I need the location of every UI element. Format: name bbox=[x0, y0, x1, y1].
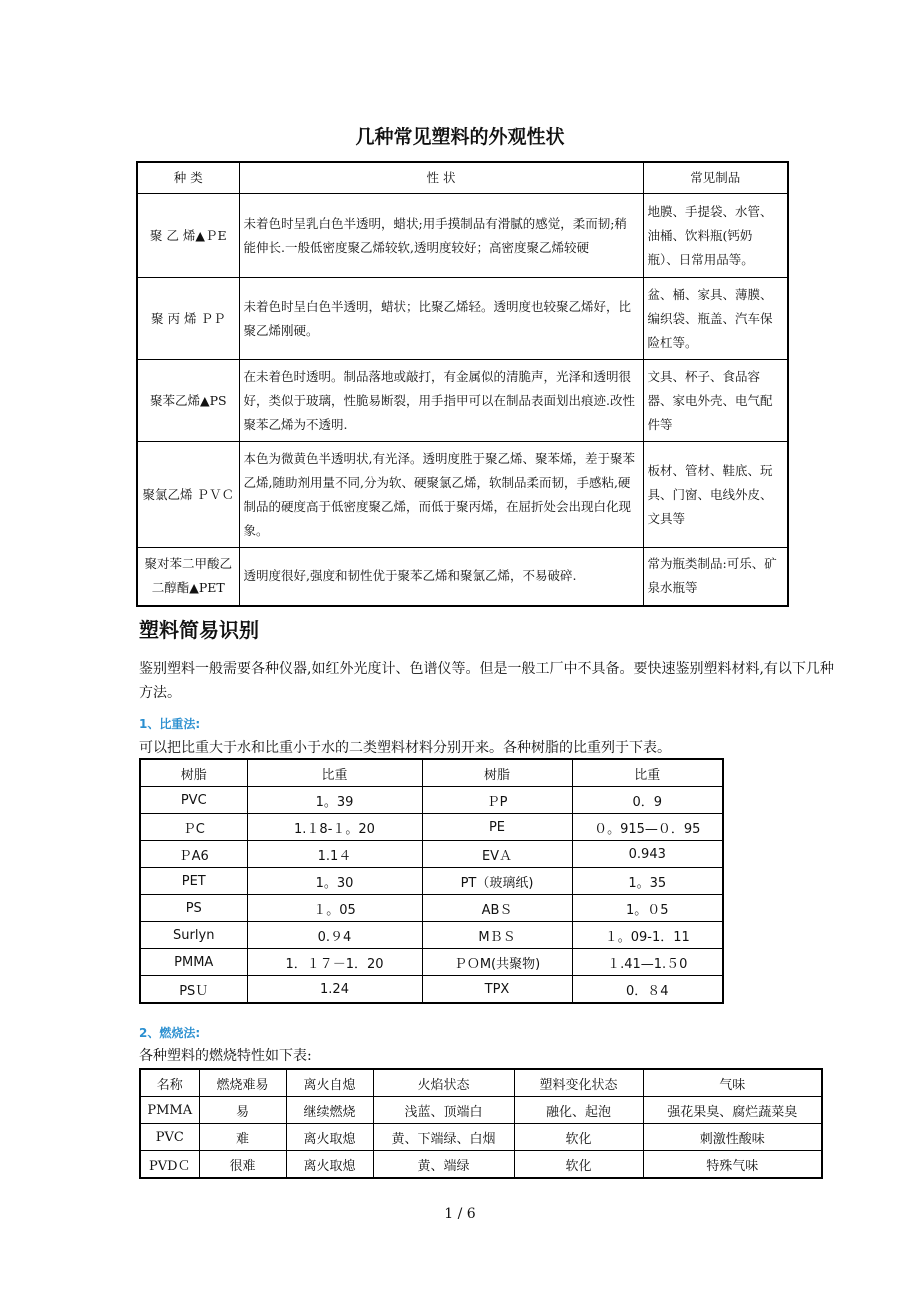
table-cell: 易 bbox=[199, 1097, 286, 1124]
table-row bbox=[137, 194, 788, 278]
plastic-description: 本色为微黄色半透明状,有光泽。透明度胜于聚乙烯、聚苯烯，差于聚苯乙烯,随助剂用量不同,分为软、硬聚氯乙烯，软制品柔而韧，手感粘,硬制品的硬度高于低密度聚乙烯，而低于聚丙烯，在屈折处会出现白化现象。 bbox=[239, 442, 643, 548]
column-header: 树脂 bbox=[140, 759, 247, 787]
table-cell: 浅蓝、顶端白 bbox=[373, 1097, 514, 1124]
table-cell: 软化 bbox=[514, 1124, 643, 1151]
table-cell: Surlyn bbox=[140, 922, 247, 949]
table-cell: 难 bbox=[199, 1124, 286, 1151]
table-cell: PSＵ bbox=[140, 976, 247, 1004]
column-header: 名称 bbox=[140, 1069, 199, 1097]
table-row bbox=[137, 278, 788, 360]
table-cell: 1。39 bbox=[247, 787, 422, 814]
table-cell: PVC bbox=[140, 1124, 199, 1151]
table-cell: 刺激性酸味 bbox=[643, 1124, 822, 1151]
plastic-type: 聚 乙 烯▲ＰE bbox=[137, 194, 239, 278]
table-cell: １。09-1．11 bbox=[572, 922, 723, 949]
plastic-type: 聚对苯二甲酸乙二醇酯▲PET bbox=[137, 548, 239, 606]
plastic-products: 盆、桶、家具、薄膜、编织袋、瓶盖、汽车保险杠等。 bbox=[643, 278, 788, 360]
table-cell: 1．１７－1．20 bbox=[247, 949, 422, 976]
table-row bbox=[140, 976, 723, 1004]
table-cell: 黄、端绿 bbox=[373, 1151, 514, 1179]
table-row bbox=[137, 548, 788, 606]
plastic-type: 聚苯乙烯▲PS bbox=[137, 360, 239, 442]
table-cell: PVC bbox=[140, 787, 247, 814]
plastic-type: 聚氯乙烯 ＰＶＣ bbox=[137, 442, 239, 548]
plastic-products: 板材、管材、鞋底、玩具、门窗、电线外皮、文具等 bbox=[643, 442, 788, 548]
table-cell: 1.24 bbox=[247, 976, 422, 1004]
plastic-products: 文具、杯子、食品容器、家电外壳、电气配件等 bbox=[643, 360, 788, 442]
table-cell: ０。915—０．95 bbox=[572, 814, 723, 841]
table-header-row bbox=[137, 162, 788, 194]
table-cell: ＰP bbox=[422, 787, 572, 814]
table-row bbox=[140, 841, 723, 868]
table-cell: 1。０5 bbox=[572, 895, 723, 922]
density-table bbox=[139, 758, 724, 1004]
table-cell: PMMA bbox=[140, 1097, 199, 1124]
plastic-description: 透明度很好,强度和韧性优于聚苯乙烯和聚氯乙烯，不易破碎. bbox=[239, 548, 643, 606]
table-cell: EVＡ bbox=[422, 841, 572, 868]
intro-paragraph: 鉴别塑料一般需要各种仪器,如红外光度计、色谱仪等。但是一般工厂中不具备。要快速鉴别塑料材料,有以下几种方法。 bbox=[139, 661, 834, 701]
section-heading: 塑料简易识别 bbox=[139, 618, 259, 642]
table-row bbox=[140, 949, 723, 976]
column-header: 树脂 bbox=[422, 759, 572, 787]
table-cell: 1。30 bbox=[247, 868, 422, 895]
table-cell: 0.943 bbox=[572, 841, 723, 868]
table-row bbox=[140, 814, 723, 841]
page-title: 几种常见塑料的外观性状 bbox=[355, 126, 565, 148]
column-header: 性 状 bbox=[239, 162, 643, 194]
column-header: 比重 bbox=[247, 759, 422, 787]
table-row bbox=[140, 1151, 822, 1179]
table-row bbox=[140, 1097, 822, 1124]
table-row bbox=[137, 442, 788, 548]
column-header: 火焰状态 bbox=[373, 1069, 514, 1097]
method2-text: 各种塑料的燃烧特性如下表: bbox=[139, 1048, 312, 1064]
table-cell: ＰC bbox=[140, 814, 247, 841]
burning-table bbox=[139, 1068, 823, 1179]
plastic-products: 地膜、手提袋、水管、油桶、饮料瓶(钙奶瓶）、日常用品等。 bbox=[643, 194, 788, 278]
table-cell: 1。35 bbox=[572, 868, 723, 895]
table-row bbox=[140, 868, 723, 895]
table-cell: 0．８4 bbox=[572, 976, 723, 1004]
table-row bbox=[140, 922, 723, 949]
table-cell: 1.1４ bbox=[247, 841, 422, 868]
table-row bbox=[140, 895, 723, 922]
table-cell: PET bbox=[140, 868, 247, 895]
table-cell: PS bbox=[140, 895, 247, 922]
column-header: 燃烧难易 bbox=[199, 1069, 286, 1097]
column-header: 塑料变化状态 bbox=[514, 1069, 643, 1097]
page-number: 1 / 6 bbox=[444, 1206, 476, 1222]
column-header: 种 类 bbox=[137, 162, 239, 194]
plastic-description: 未着色时呈乳白色半透明，蜡状;用手摸制品有滑腻的感觉，柔而韧;稍能伸长.一般低密度聚乙烯较软,透明度较好；高密度聚乙烯较硬 bbox=[239, 194, 643, 278]
table-cell: 0．9 bbox=[572, 787, 723, 814]
table-header-row bbox=[140, 1069, 822, 1097]
table-row bbox=[140, 1124, 822, 1151]
column-header: 常见制品 bbox=[643, 162, 788, 194]
table-cell: PVDＣ bbox=[140, 1151, 199, 1179]
table-cell: 离火取熄 bbox=[286, 1151, 373, 1179]
table-cell: 很难 bbox=[199, 1151, 286, 1179]
plastic-description: 未着色时呈白色半透明，蜡状；比聚乙烯轻。透明度也较聚乙烯好，比聚乙烯刚硬。 bbox=[239, 278, 643, 360]
table-cell: １。05 bbox=[247, 895, 422, 922]
method2-heading: 2、燃烧法: bbox=[139, 1026, 201, 1040]
table-cell: 强花果臭、腐烂蔬菜臭 bbox=[643, 1097, 822, 1124]
table-cell: MＢＳ bbox=[422, 922, 572, 949]
table-cell: PE bbox=[422, 814, 572, 841]
column-header: 离火自熄 bbox=[286, 1069, 373, 1097]
table-cell: 离火取熄 bbox=[286, 1124, 373, 1151]
plastic-products: 常为瓶类制品:可乐、矿泉水瓶等 bbox=[643, 548, 788, 606]
table-cell: １.41—1.５0 bbox=[572, 949, 723, 976]
table-cell: PMMA bbox=[140, 949, 247, 976]
table-cell: ABＳ bbox=[422, 895, 572, 922]
table-cell: 特殊气味 bbox=[643, 1151, 822, 1179]
column-header: 气味 bbox=[643, 1069, 822, 1097]
table-header-row bbox=[140, 759, 723, 787]
plastic-type: 聚 丙 烯 ＰＰ bbox=[137, 278, 239, 360]
table-cell: 1.１8-１。20 bbox=[247, 814, 422, 841]
appearance-table bbox=[136, 161, 789, 607]
table-cell: ＰA6 bbox=[140, 841, 247, 868]
method1-text: 可以把比重大于水和比重小于水的二类塑料材料分别开来。各种树脂的比重列于下表。 bbox=[139, 740, 671, 756]
plastic-description: 在未着色时透明。制品落地或敲打，有金属似的清脆声，光泽和透明很好，类似于玻璃，性脆易断裂，用手指甲可以在制品表面划出痕迹.改性聚苯乙烯为不透明. bbox=[239, 360, 643, 442]
table-cell: ＰＯM(共聚物) bbox=[422, 949, 572, 976]
table-cell: 黄、下端绿、白烟 bbox=[373, 1124, 514, 1151]
table-row bbox=[137, 360, 788, 442]
table-cell: PT（玻璃纸) bbox=[422, 868, 572, 895]
method1-heading: 1、比重法: bbox=[139, 717, 201, 731]
table-cell: 融化、起泡 bbox=[514, 1097, 643, 1124]
column-header: 比重 bbox=[572, 759, 723, 787]
table-cell: 0.９4 bbox=[247, 922, 422, 949]
table-cell: 软化 bbox=[514, 1151, 643, 1179]
table-cell: 继续燃烧 bbox=[286, 1097, 373, 1124]
table-row bbox=[140, 787, 723, 814]
table-cell: TPX bbox=[422, 976, 572, 1004]
